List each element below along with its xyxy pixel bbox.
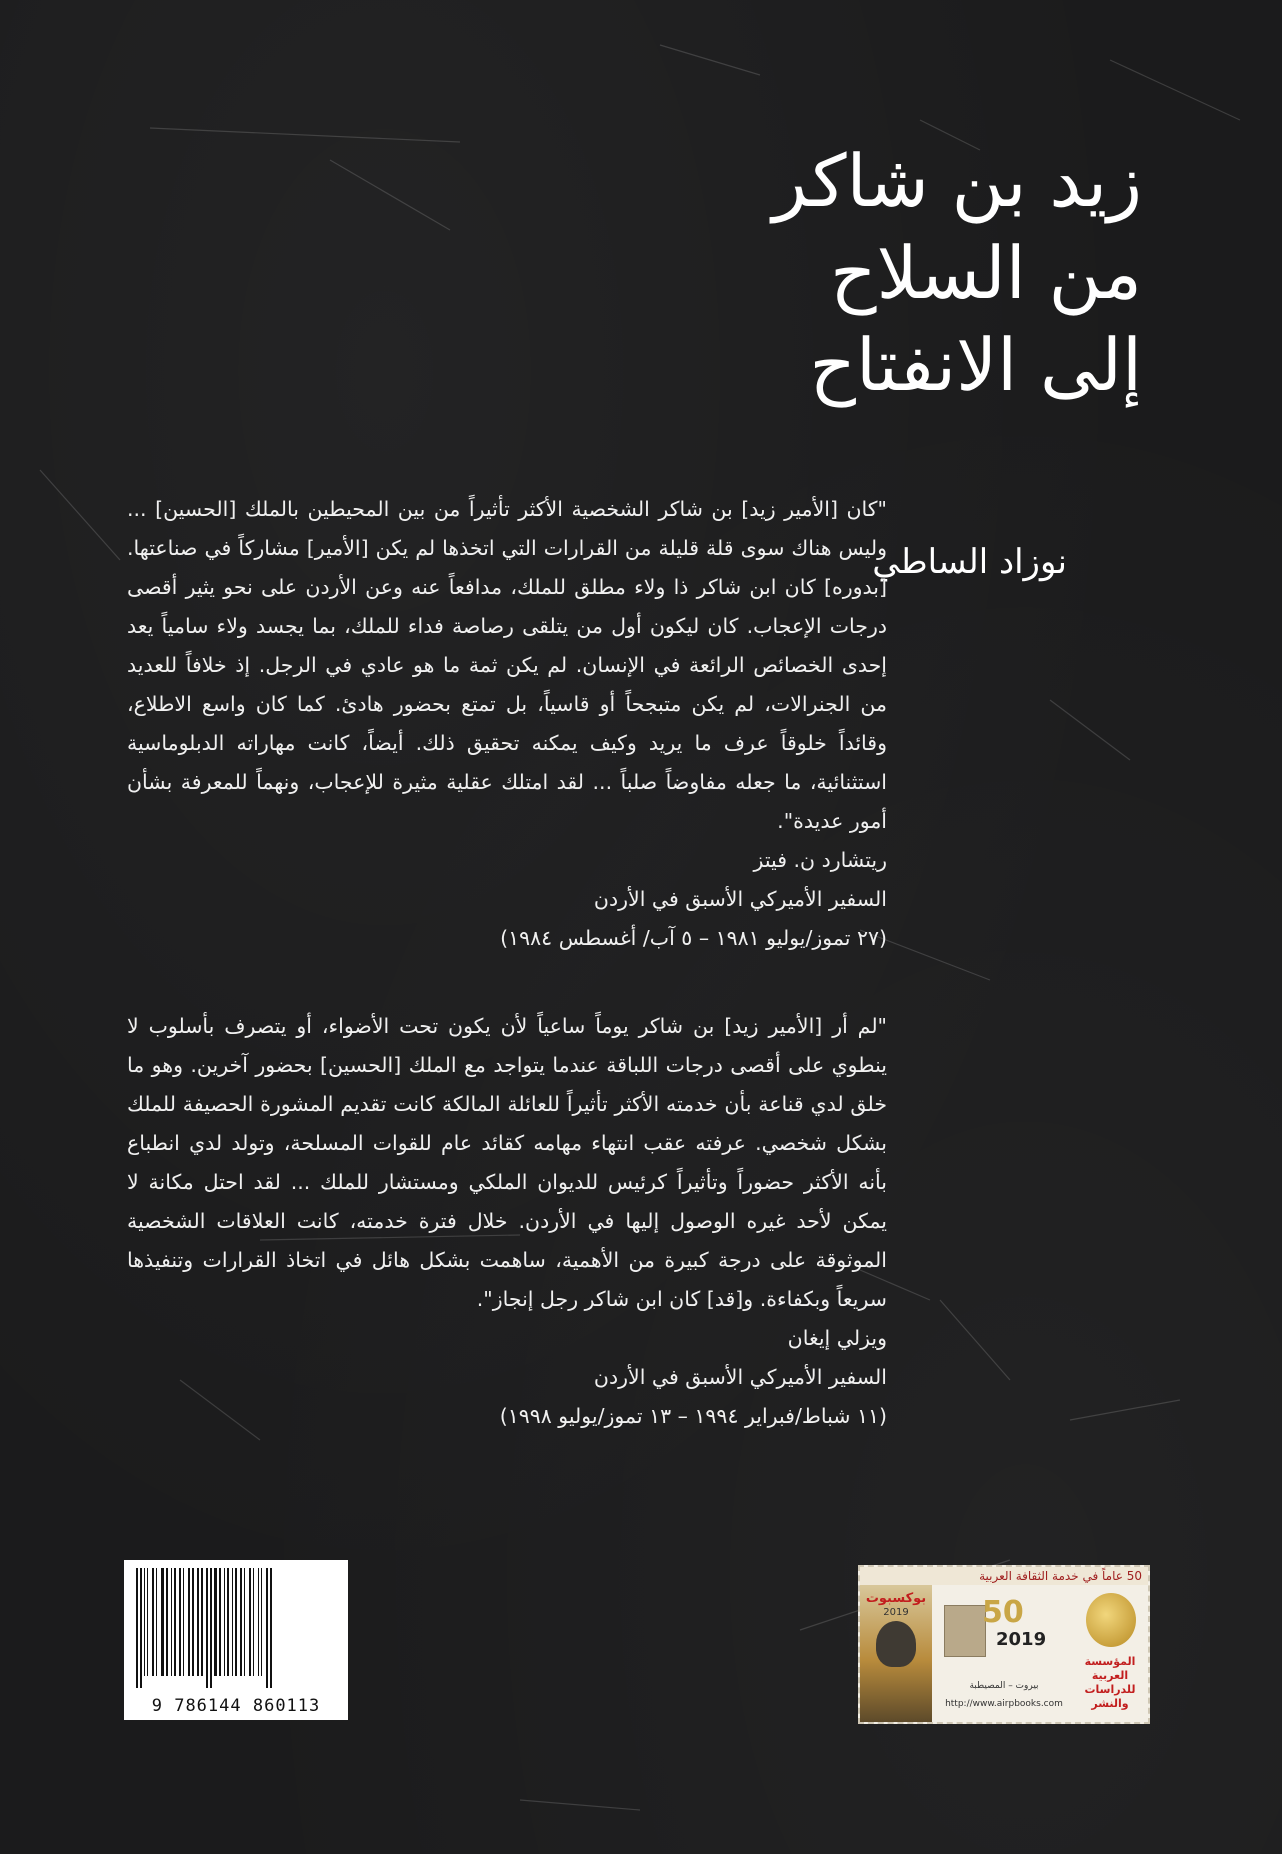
stamp-anniversary-year: 2019 [996,1629,1047,1650]
portrait-icon [944,1605,986,1657]
stamp-brand: بوكسبوت [865,1591,927,1606]
barcode-bars [134,1568,338,1688]
barcode-bar [144,1568,145,1676]
barcode-bar [171,1568,172,1676]
quote-text: "لم أر [الأمير زيد] بن شاكر يوماً ساعياً لأن يكون تحت الأضواء، أو يتصرف بأسلوب لا ينطوي على أقصى درجات اللباقة عندما يتواجد مع الملك [الحسين] بحضور آخرين. وهو ما خلق لدي قناعة بأن خدمته الأكثر تأثيراً للعائلة المالكة كانت تقديم المشورة الحصيفة للملك بشكل شخصي. عرفته عقب انتهاء مهامه كقائد عام للقوات المسلحة، وتولد لدي انطباع بأنه الأكثر حضوراً وتأثيراً كرئيس للديوان الملكي ومستشار للملك ... لقد احتل مكانة لا يمكن لأحد غيره الوصول إليها في الأردن. خلال فترة خدمته، كانت العلاقات الشخصية الموثوقة على درجة كبيرة من الأهمية، ساهمت بشكل هائل في اتخاذ القرارات وتنفيذها سريعاً وبكفاءة. و[قد] كان ابن شاكر رجل إنجاز". [127,1014,887,1311]
barcode-bar [261,1568,262,1676]
quote-text: "كان [الأمير زيد] بن شاكر الشخصية الأكثر تأثيراً من بين المحيطين بالملك [الحسين] ... وليس هناك سوى قلة قليلة من القرارات التي اتخذها لم يكن [الأمير] مشاركاً في صناعتها. [بدوره] كان ابن شاكر ذا ولاء مطلق للملك، مدافعاً عنه وعن الأردن على نحو يثير أقصى درجات الإعجاب. كان ليكون أول من يتلقى رصاصة فداء للملك، بما يجسد ولاء سامياً يعد إحدى الخصائص الرائعة في الإنسان. لم يكن ثمة ما هو عادي في الرجل. إذ خلافاً للعديد من الجنرالات، لم يكن متبجحاً أو قاسياً، بل تمتع بحضور هادئ. كما كان واسع الاطلاع، وقائداً خلوقاً عرف ما يريد وكيف يمكنه تحقيق ذلك. أيضاً، كانت مهاراته الدبلوماسية استثنائية، ما جعله مفاوضاً صلباً ... لقد امتلك عقلية مثيرة للإعجاب، ونهماً للمعرفة بشأن أمور عديدة". [127,497,887,833]
barcode-bar [249,1568,251,1676]
barcode-bar [232,1568,233,1676]
quote-author-dates: (١١ شباط/فبراير ١٩٩٤ – ١٣ تموز/يوليو ١٩٩٨) [499,1404,887,1428]
stamp-website: http://www.airpbooks.com [945,1699,1063,1709]
barcode-bar [253,1568,254,1676]
barcode-bar [166,1568,168,1676]
title-line-2: من السلاح [830,231,1142,315]
barcode-bar [174,1568,176,1676]
stamp-publisher-name: المؤسسة العربية للدراسات والنشر [1084,1655,1136,1710]
barcode-bar [136,1568,138,1688]
stamp-anniversary-number: 50 [982,1595,1024,1630]
barcode-bar [188,1568,190,1676]
endorsement-quote-1 [127,490,887,958]
barcode-bar [210,1568,212,1688]
isbn-barcode [124,1560,348,1720]
title-line-1: زيد بن شاكر [772,139,1142,223]
barcode-bar [224,1568,225,1676]
barcode-bar [270,1568,272,1688]
stamp-publisher-panel [1076,1585,1148,1722]
quote-author-role: السفير الأميركي الأسبق في الأردن [593,887,887,911]
barcode-bar [227,1568,229,1676]
title-line-3: إلى الانفتاح [809,323,1142,407]
quote-author-role: السفير الأميركي الأسبق في الأردن [593,1365,887,1389]
author-name: نوزاد الساطي [872,542,1067,582]
stamp-brand-year: 2019 [883,1607,909,1618]
barcode-bar [244,1568,245,1676]
barcode-bar [197,1568,199,1676]
stamp-banner-text: 50 عاماً في خدمة الثقافة العربية [979,1569,1142,1583]
isbn-number: 9 786144 860113 [151,1696,321,1716]
barcode-bar [214,1568,217,1676]
quote-author-dates: (٢٧ تموز/يوليو ١٩٨١ – ٥ آب/ أغسطس ١٩٨٤) [500,926,887,950]
barcode-bar [147,1568,148,1676]
barcode-bar [219,1568,221,1676]
barcode-bar [258,1568,259,1676]
barcode-bar [161,1568,164,1676]
barcode-bar [183,1568,184,1676]
publisher-stamp [858,1565,1150,1724]
barcode-bar [156,1568,157,1676]
barcode-bar [235,1568,237,1676]
cover-title [772,135,1142,411]
quote-attribution [127,841,887,958]
stamp-address: بيروت – المصيطبة [969,1681,1039,1691]
barcode-bar [140,1568,142,1688]
quote-author: ريتشارد ن. فيتز [753,848,887,872]
barcode-bar [179,1568,181,1676]
medallion-icon [1086,1593,1136,1647]
barcode-bar [206,1568,208,1688]
barcode-bar [201,1568,203,1676]
barcode-bar [152,1568,154,1676]
barcode-bar [266,1568,268,1688]
barcode-bar [240,1568,242,1676]
quote-attribution [127,1319,887,1436]
barcode-bar [192,1568,194,1676]
stamp-banner [860,1567,1148,1585]
endorsement-quote-2 [127,1007,887,1436]
stamp-left-panel [860,1585,932,1722]
portrait-icon [876,1621,916,1667]
quote-author: ويزلي إيغان [787,1326,887,1350]
stamp-center-panel [934,1585,1074,1722]
